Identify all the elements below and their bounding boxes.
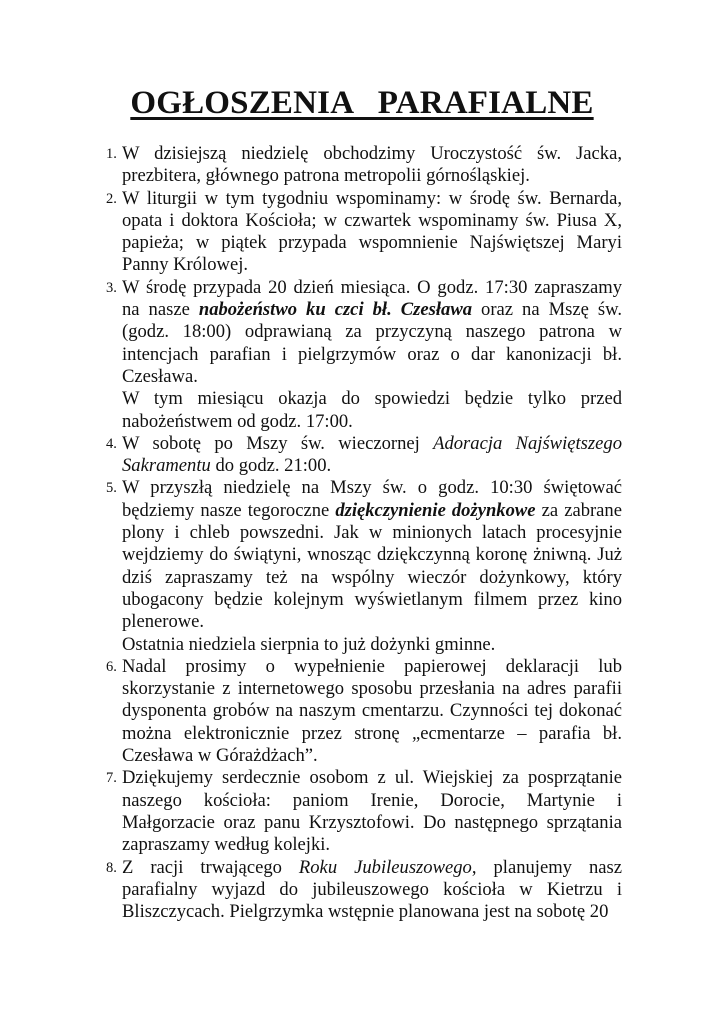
text-run: Dziękujemy serdecznie osobom z ul. Wiejskiej za posprzątanie xyxy=(122,767,622,789)
announcement-text-line xyxy=(122,165,622,187)
text-run: można elektronicznie przez stronę „ecmentarze – parafia bł. xyxy=(122,722,622,744)
text-run: , planujemy nasz xyxy=(471,856,622,878)
announcement-text-line xyxy=(122,277,622,299)
emphasized-text: nabożeństwo ku czci bł. Czesława xyxy=(198,299,473,321)
announcement-text-line xyxy=(122,188,622,210)
announcement-text-line xyxy=(122,411,622,433)
announcement-text-line xyxy=(122,656,622,678)
text-run: na nasze xyxy=(122,299,199,321)
text-run: Nadal prosimy o wypełnienie papierowej deklaracji lub xyxy=(122,655,622,677)
announcement-text-line xyxy=(122,522,622,544)
text-run: wejdziemy do świątyni, wnosząc dziękczynną koronę żniwną. Już xyxy=(122,544,622,566)
announcement-text-line xyxy=(122,611,622,633)
announcement-text-line xyxy=(122,812,622,834)
text-run: papieża; w piątek przypada wspomnienie Najświętszej Maryi xyxy=(122,232,622,254)
text-run: Z racji trwającego xyxy=(122,856,299,878)
text-run: W sobotę po Mszy św. wieczornej xyxy=(122,432,434,454)
announcement-text-line xyxy=(122,232,622,254)
announcement-item xyxy=(0,656,724,767)
announcement-text-line xyxy=(122,589,622,611)
announcement-item xyxy=(0,188,724,277)
announcement-number: 1. xyxy=(106,146,117,162)
announcement-text-line xyxy=(122,321,622,343)
announcement-text-line xyxy=(122,700,622,722)
announcement-text-line xyxy=(122,433,622,455)
announcement-item xyxy=(0,277,724,433)
text-run: do godz. 21:00. xyxy=(210,455,332,477)
announcement-text-line xyxy=(122,210,622,232)
announcement-text-line xyxy=(122,901,622,923)
text-run: W dzisiejszą niedzielę obchodzimy Uroczystość św. Jacka, xyxy=(122,143,622,164)
announcement-text-line xyxy=(122,857,622,879)
text-run: nabożeństwem od godz. 17:00. xyxy=(122,410,353,432)
announcement-text-line xyxy=(122,500,622,522)
text-run: ubogacony będzie kolejnym wyświetlanym filmem przez kino xyxy=(122,588,622,610)
text-run: oraz na Mszę św. xyxy=(472,299,622,321)
text-run: plenerowe. xyxy=(122,611,205,633)
text-run: Bliszczycach. Pielgrzymka wstępnie planowana jest na sobotę 20 xyxy=(122,901,609,923)
announcement-item xyxy=(0,477,724,655)
announcement-item xyxy=(0,433,724,478)
announcement-number: 4. xyxy=(106,435,117,452)
text-run: skorzystanie z internetowego sposobu przesłania na adres parafii xyxy=(122,678,622,700)
text-run: W przyszłą niedzielę na Mszy św. o godz. 10:30 świętować xyxy=(122,477,622,499)
announcement-text-line xyxy=(122,299,622,321)
text-run: W tym miesiącu okazja do spowiedzi będzie tylko przed xyxy=(122,388,622,410)
text-run: Panny Królowej. xyxy=(122,254,249,276)
announcement-number: 8. xyxy=(106,859,117,876)
text-run: (godz. 18:00) odprawianą za przyczyną naszego patrona w xyxy=(122,321,622,343)
announcement-text-line xyxy=(122,254,622,276)
announcement-text-line xyxy=(122,366,622,388)
emphasized-text: Sakramentu xyxy=(122,455,211,477)
announcement-text-line xyxy=(122,767,622,789)
text-run: Małgorzacie oraz panu Krzysztofowi. Do następnego sprzątania xyxy=(122,811,622,833)
text-run: Czesława. xyxy=(122,365,198,387)
text-run: intencjach parafian i pielgrzymów oraz o dar kanonizacji bł. xyxy=(122,343,622,365)
announcement-text-line xyxy=(122,455,622,477)
announcement-number: 6. xyxy=(106,658,117,675)
text-run: opata i doktora Kościoła; w czwartek wspominamy św. Piusa X, xyxy=(122,209,622,231)
page-title-text: OGŁOSZENIA PARAFIALNE xyxy=(130,85,594,121)
announcements-list xyxy=(0,143,724,923)
text-run: Czesława w Górażdżach”. xyxy=(122,745,318,767)
announcement-text-line xyxy=(122,477,622,499)
announcement-text-line xyxy=(122,388,622,410)
text-run: parafialny wyjazd do jubileuszowego kościoła w Kietrzu i xyxy=(122,878,622,900)
text-run: naszego kościoła: paniom Irenie, Dorocie, Martynie i xyxy=(122,789,622,811)
announcement-text-line xyxy=(122,143,622,165)
announcement-number: 2. xyxy=(106,190,117,207)
announcement-item xyxy=(0,767,724,856)
announcement-text-line xyxy=(122,745,622,767)
text-run: za zabrane xyxy=(535,499,622,521)
announcement-text-line xyxy=(122,879,622,901)
announcement-text-line xyxy=(122,344,622,366)
text-run: będziemy nasze tegoroczne xyxy=(122,499,336,521)
announcement-number: 5. xyxy=(106,480,117,497)
announcement-text-line xyxy=(122,634,622,656)
text-run: W liturgii w tym tygodniu wspominamy: w środę św. Bernarda, xyxy=(122,187,622,209)
announcement-text-line xyxy=(122,544,622,566)
announcement-text-line xyxy=(122,567,622,589)
announcement-number: 3. xyxy=(106,279,117,296)
text-run: zapraszamy według kolejki. xyxy=(122,834,331,856)
announcement-item xyxy=(0,143,724,188)
emphasized-text: Adoracja Najświętszego xyxy=(433,432,622,454)
announcement-number: 7. xyxy=(106,770,117,787)
text-run: prezbitera, głównego patrona metropolii górnośląskiej. xyxy=(122,165,530,187)
announcement-text-line xyxy=(122,723,622,745)
announcement-text-line xyxy=(122,834,622,856)
announcement-text-line xyxy=(122,790,622,812)
emphasized-text: Roku Jubileuszowego xyxy=(298,856,472,878)
text-run: dysponenta grobów na naszym cmentarzu. Czynności tej dokonać xyxy=(122,700,622,722)
text-run: Ostatnia niedziela sierpnia to już dożynki gminne. xyxy=(122,633,496,655)
text-run: dziś zapraszamy też na wspólny wieczór dożynkowy, który xyxy=(122,566,622,588)
announcement-text-line xyxy=(122,678,622,700)
emphasized-text: dziękczynienie dożynkowe xyxy=(335,499,536,521)
text-run: plony i chleb powszedni. Jak w minionych latach procesyjnie xyxy=(122,522,622,544)
announcement-item xyxy=(0,857,724,924)
text-run: W środę przypada 20 dzień miesiąca. O godz. 17:30 zapraszamy xyxy=(122,276,622,298)
page-title xyxy=(0,84,724,122)
